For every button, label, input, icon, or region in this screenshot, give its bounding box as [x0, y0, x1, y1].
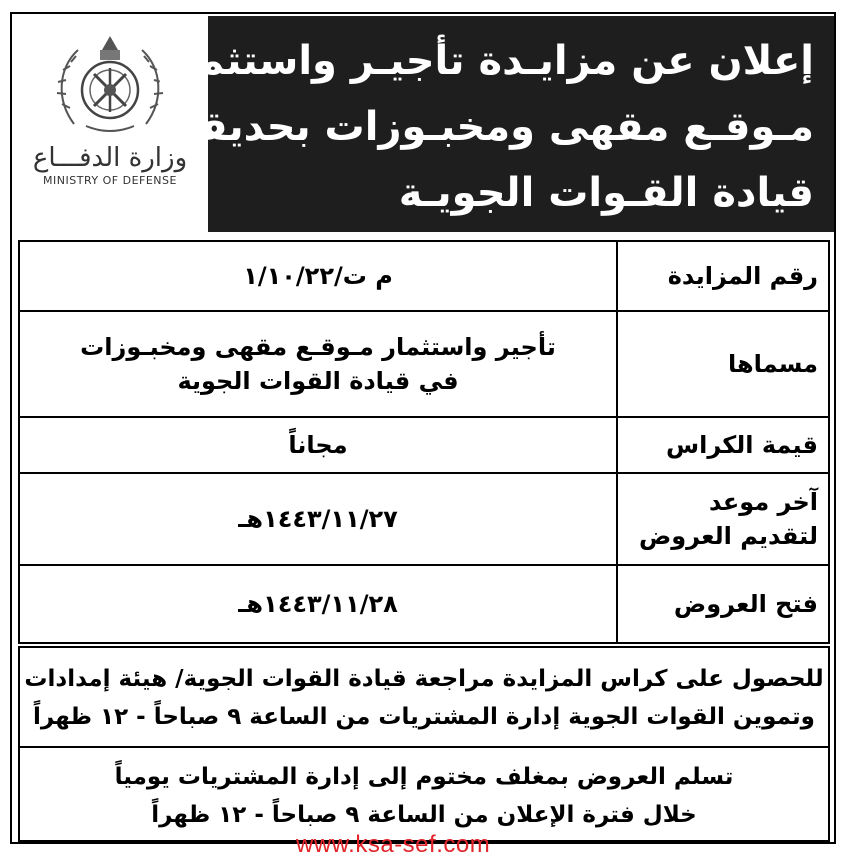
value-submission-deadline: [19, 473, 617, 565]
announcement-title: [161, 16, 834, 232]
label-auction-name: مسماها: [617, 311, 829, 417]
title-line: إعلان عن مزايـدة تأجيـر واستثمار: [161, 38, 814, 84]
value-line: ١٤٤٣/١١/٢٧هـ: [238, 505, 398, 533]
submission-instructions-note: [18, 748, 830, 842]
ministry-emblem-icon: [50, 28, 170, 140]
table-row: [19, 241, 829, 311]
value-booklet-price: [19, 417, 617, 473]
value-line: تأجير واستثمار مـوقـع مقهى ومخبـوزات: [80, 333, 556, 361]
value-line: مجاناً: [288, 431, 348, 459]
logo-arabic-text: وزارة الدفـــاع: [32, 143, 188, 173]
value-auction-number: [19, 241, 617, 311]
title-line: قيادة القـوات الجويـة: [398, 170, 814, 216]
title-line: مـوقـع مقهى ومخبـوزات بحديقة: [175, 104, 814, 150]
value-line: م ت/١/١٠/٢٢: [243, 262, 393, 290]
label-submission-deadline: [617, 473, 829, 565]
label-bid-opening: فتح العروض: [617, 565, 829, 643]
table-row: [19, 473, 829, 565]
value-bid-opening: [19, 565, 617, 643]
label-line: آخر موعد: [709, 488, 818, 516]
auction-details-table: [18, 240, 830, 644]
label-line: لتقديم العروض: [638, 522, 818, 550]
value-line: في قيادة القوات الجوية: [177, 367, 459, 395]
booklet-instructions-note: [18, 646, 830, 748]
announcement-header: [12, 14, 834, 232]
note-line: تسلم العروض بمغلف مختوم إلى إدارة المشتريات يومياً: [114, 764, 734, 790]
table-row: [19, 417, 829, 473]
note-line: للحصول على كراس المزايدة مراجعة قيادة القوات الجوية/ هيئة إمدادات: [24, 666, 824, 692]
label-booklet-price: قيمة الكراس: [617, 417, 829, 473]
table-row: [19, 311, 829, 417]
note-line: وتموين القوات الجوية إدارة المشتريات من الساعة ٩ صباحاً - ١٢ ظهراً: [33, 704, 815, 730]
table-row: [19, 565, 829, 643]
source-watermark: www.ksa-sef.com: [296, 831, 491, 858]
value-auction-name: [19, 311, 617, 417]
announcement-frame: [10, 12, 836, 844]
label-auction-number: رقم المزايدة: [617, 241, 829, 311]
value-line: ١٤٤٣/١١/٢٨هـ: [238, 590, 398, 618]
logo-english-text: MINISTRY OF DEFENSE: [43, 174, 177, 187]
note-line: خلال فترة الإعلان من الساعة ٩ صباحاً - ١٢ ظهراً: [151, 802, 697, 828]
